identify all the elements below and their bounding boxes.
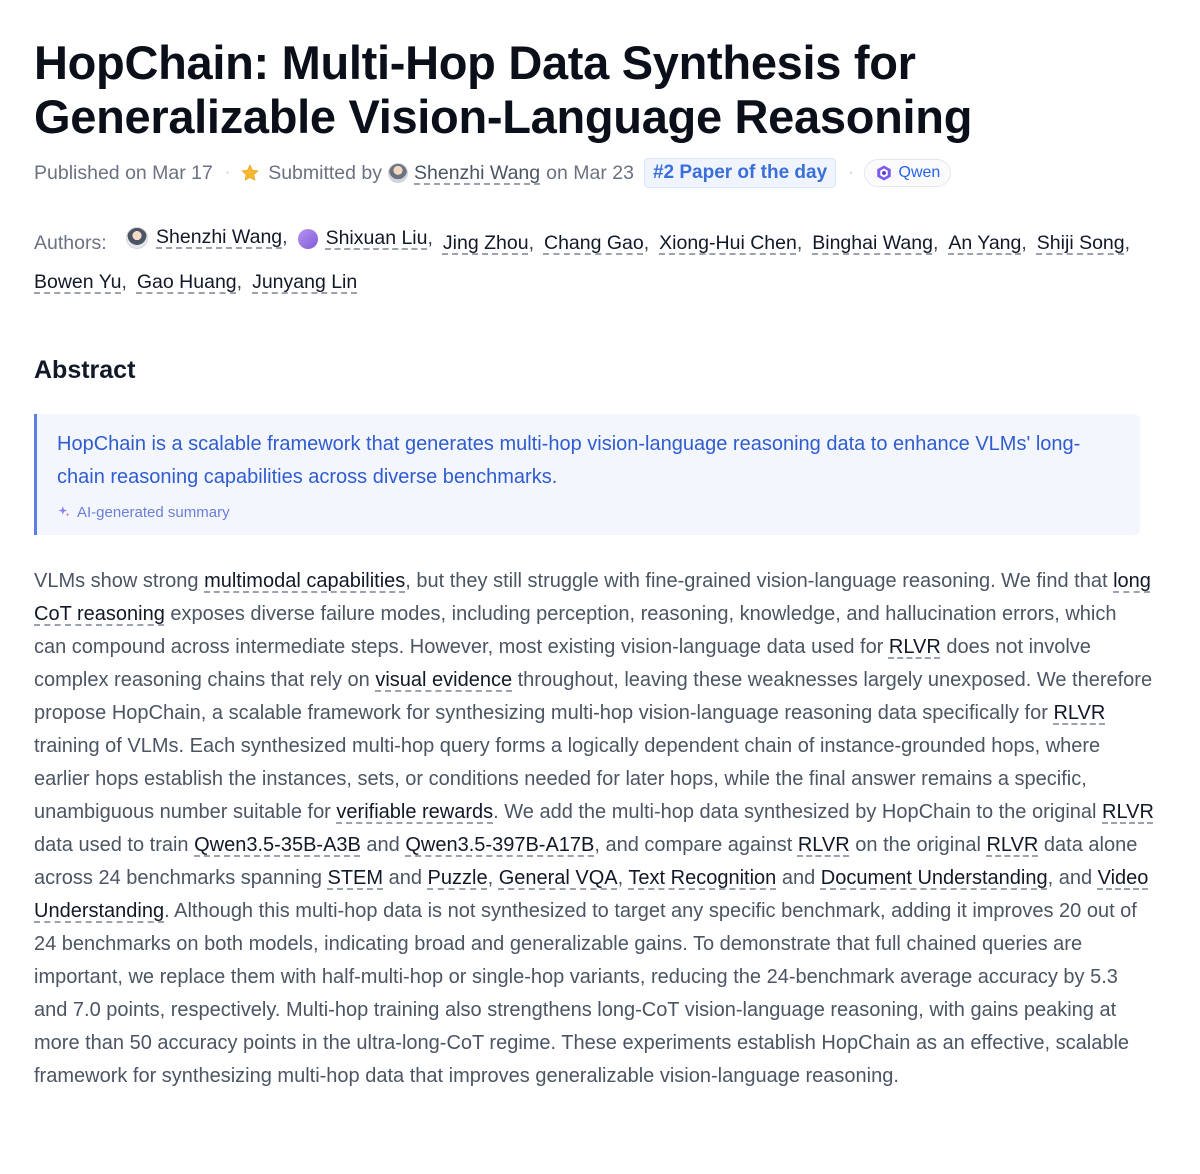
author-name[interactable]: Shixuan Liu	[325, 227, 428, 249]
abstract-term-link[interactable]: Document Understanding	[820, 866, 1048, 889]
separator-dot: ·	[224, 164, 231, 181]
author-item[interactable]	[137, 263, 242, 302]
paper-meta	[34, 156, 1166, 190]
ai-summary-label: AI-generated summary	[77, 503, 230, 521]
author-name[interactable]: Jing Zhou	[442, 231, 529, 254]
abstract-text: exposes diverse failure modes, including perception, reasoning, knowledge, and hallucination errors, which can compound across intermediate steps. However, most existing vision-language data used for	[34, 602, 1117, 658]
authors-label: Authors:	[34, 231, 107, 254]
author-item[interactable]	[659, 224, 802, 263]
abstract-term-link[interactable]: verifiable rewards	[336, 800, 494, 823]
author-separator: ,	[796, 231, 803, 254]
abstract-text: on the original	[849, 833, 987, 856]
abstract-term-link[interactable]: Qwen3.5-397B-A17B	[405, 833, 595, 856]
separator-dot: ·	[848, 164, 854, 181]
author-avatar	[298, 229, 318, 249]
author-item[interactable]	[298, 219, 433, 258]
abstract-term-link[interactable]: Qwen3.5-35B-A3B	[194, 833, 361, 856]
abstract-text: ,	[487, 866, 499, 889]
abstract-text: , but they still struggle with fine-grained vision-language reasoning. We find that	[405, 569, 1114, 592]
author-item[interactable]	[812, 224, 938, 263]
author-separator: ,	[236, 270, 243, 293]
abstract-body	[34, 565, 1154, 1093]
star-icon	[240, 163, 260, 183]
ai-summary-box	[34, 414, 1140, 535]
abstract-text: . Although this multi-hop data is not synthesized to target any specific benchmark, adding it improves 20 out of 24 benchmarks on both models, indicating broad and generalizable gains. To demonstrate that full chained queries are important, we replace them with half-multi-hop or single-hop variants, reducing the 24-benchmark average accuracy by 5.3 and 7.0 points, respectively. Multi-hop training also strengthens long-CoT vision-language reasoning, with gains peaking at more than 50 accuracy points in the ultra-long-CoT regime. These experiments establish HopChain as an effective, scalable framework for synthesizing multi-hop data that improves generalizable vision-language reasoning.	[34, 899, 1137, 1087]
abstract-term-link[interactable]: Video Understanding	[34, 866, 1149, 922]
abstract-text: VLMs show strong	[34, 569, 205, 592]
sparkle-icon	[57, 505, 71, 519]
author-name[interactable]: Xiong-Hui Chen	[659, 231, 797, 254]
paper-title: HopChain: Multi-Hop Data Synthesis for Generalizable Vision-Language Reasoning	[34, 36, 973, 143]
abstract-term-link[interactable]: Text Recognition	[628, 866, 777, 889]
author-name[interactable]: Bowen Yu	[34, 270, 122, 293]
abstract-text: , and	[1047, 866, 1098, 889]
abstract-term-link[interactable]: General VQA	[498, 866, 618, 889]
abstract-term-link[interactable]: RLVR	[888, 635, 941, 658]
abstract-text: throughout, leaving these weaknesses largely unexposed. We therefore propose HopChain, a scalable framework for synthesizing multi-hop vision-language reasoning data specifically for	[34, 668, 1153, 724]
author-separator: ,	[932, 231, 939, 254]
abstract-text: , and compare against	[594, 833, 798, 856]
author-separator: ,	[282, 226, 288, 248]
author-name[interactable]: Junyang Lin	[252, 270, 358, 293]
author-avatar	[126, 227, 148, 249]
author-name[interactable]: An Yang	[948, 231, 1022, 254]
published-date: Published on Mar 17	[34, 161, 213, 184]
abstract-text: data used to train	[34, 833, 195, 856]
submitted-by-label: Submitted by	[268, 161, 383, 184]
qwen-icon	[875, 164, 893, 182]
ai-summary-text: HopChain is a scalable framework that generates multi-hop vision-language reasoning data to enhance VLMs' long-chain reasoning capabilities across diverse benchmarks.	[57, 432, 1081, 488]
abstract-text: and	[383, 866, 428, 889]
author-name[interactable]: Shiji Song	[1036, 231, 1125, 254]
abstract-term-link[interactable]: multimodal capabilities	[204, 569, 406, 592]
abstract-term-link[interactable]: RLVR	[986, 833, 1039, 856]
abstract-term-link[interactable]: Puzzle	[427, 866, 488, 889]
abstract-text: and	[776, 866, 821, 889]
paper-of-the-day-badge[interactable]: #2 Paper of the day	[644, 158, 836, 188]
abstract-text: does not involve complex reasoning chains that rely on	[34, 635, 1091, 691]
author-separator: ,	[121, 270, 127, 293]
abstract-text: training of VLMs. Each synthesized multi-hop query forms a logically dependent chain of instance-grounded hops, where earlier hops establish the instances, sets, or conditions needed for later hops, while the final answer remains a specific, unambiguous number suitable for	[34, 734, 1101, 823]
abstract-term-link[interactable]: STEM	[327, 866, 384, 889]
abstract-term-link[interactable]: visual evidence	[375, 668, 513, 691]
authors-list	[34, 218, 1174, 302]
abstract-heading: Abstract	[34, 355, 136, 384]
ai-summary-tag	[57, 504, 1120, 521]
author-separator: ,	[643, 231, 650, 254]
submitter-avatar[interactable]	[388, 163, 408, 183]
org-badge[interactable]	[864, 159, 952, 187]
author-item[interactable]	[948, 224, 1026, 263]
abstract-text: and	[360, 833, 406, 856]
author-item[interactable]	[544, 224, 649, 263]
author-separator: ,	[1124, 231, 1131, 254]
author-name[interactable]: Binghai Wang	[812, 231, 933, 254]
abstract-text: ,	[617, 866, 629, 889]
abstract-text: data alone across 24 benchmarks spanning	[34, 833, 1138, 889]
author-name[interactable]: Chang Gao	[543, 231, 644, 254]
submitted-date: on Mar 23	[546, 161, 634, 184]
author-separator: ,	[427, 227, 433, 249]
author-item[interactable]	[120, 218, 288, 257]
abstract-text: . We add the multi-hop data synthesized by HopChain to the original	[493, 800, 1103, 823]
org-name: Qwen	[898, 164, 941, 181]
author-separator: ,	[1021, 231, 1027, 254]
author-name[interactable]: Shenzhi Wang	[156, 226, 283, 248]
author-item[interactable]	[443, 224, 534, 263]
author-item[interactable]	[252, 263, 357, 302]
abstract-term-link[interactable]: long CoT reasoning	[34, 569, 1151, 625]
author-name[interactable]: Gao Huang	[136, 270, 237, 293]
author-separator: ,	[528, 231, 534, 254]
author-item[interactable]	[1037, 224, 1130, 263]
author-item[interactable]	[34, 263, 127, 302]
abstract-term-link[interactable]: RLVR	[1102, 800, 1154, 823]
submitter-link[interactable]: Shenzhi Wang	[414, 161, 541, 184]
abstract-term-link[interactable]: RLVR	[797, 833, 850, 856]
abstract-term-link[interactable]: RLVR	[1053, 701, 1106, 724]
